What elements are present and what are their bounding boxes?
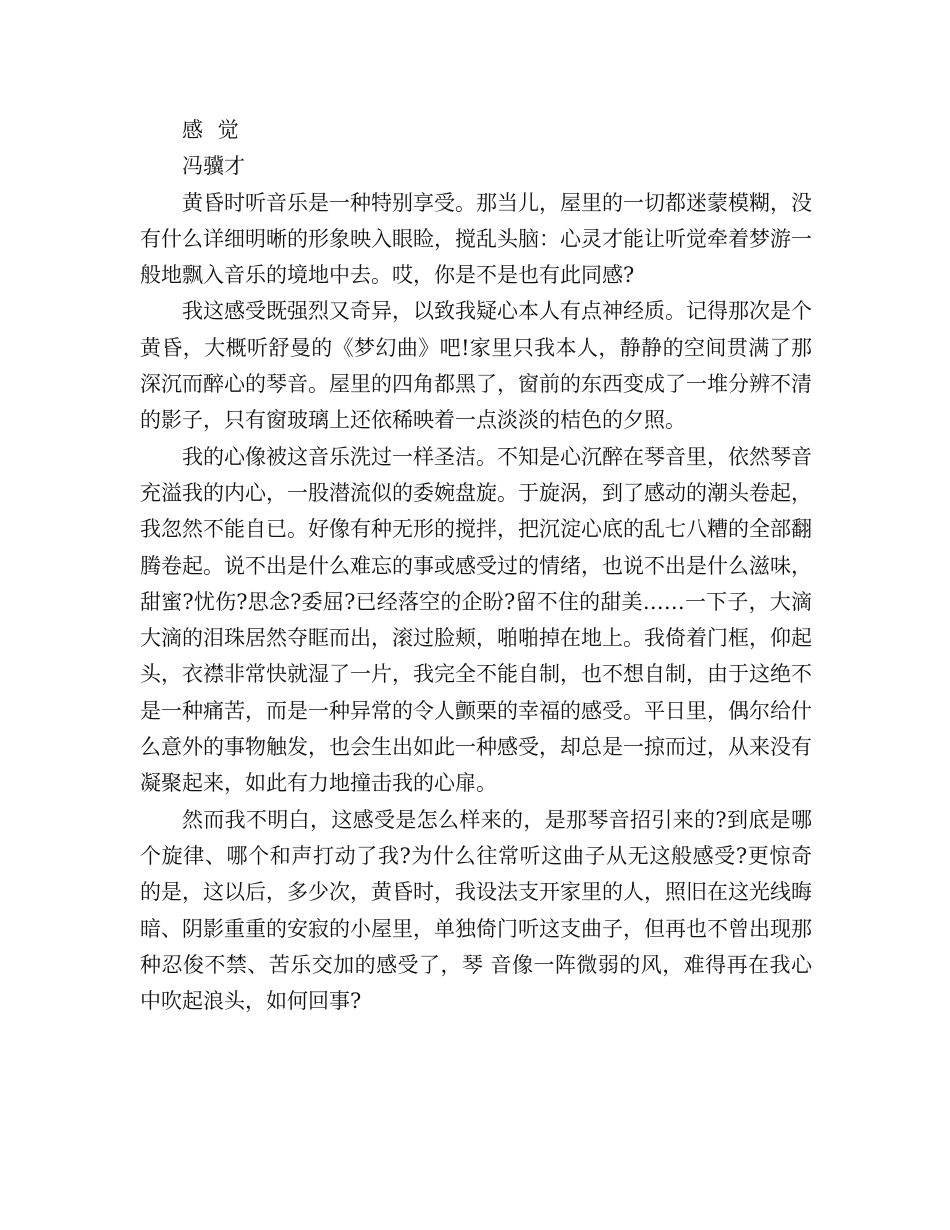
article-author: 冯骥才: [182, 154, 245, 179]
paragraph-2: 我这感受既强烈又奇异，以致我疑心本人有点神经质。记得那次是个黄昏，大概听舒曼的《梦幻曲》吧!家里只我本人，静静的空间贯满了那深沉而醉心的琴音。屋里的四角都黑了，窗前的东西变成了一堆分辨不清的影子，只有窗玻璃上还依稀映着一点淡淡的桔色的夕照。: [140, 299, 812, 433]
paragraph-4: 然而我不明白，这感受是怎么样来的，是那琴音招引来的?到底是哪个旋律、哪个和声打动了我?为什么往常听这曲子从无这般感受?更惊奇的是，这以后，多少次，黄昏时，我设法支开家里的人，照旧在这光线晦暗、阴影重重的安寂的小屋里，单独倚门听这支曲子，但再也不曾出现那种忍俊不禁、苦乐交加的感受了，琴 音像一阵微弱的风，难得再在我心中吹起浪头，如何回事?: [140, 807, 812, 1014]
paragraph-3: 我的心像被这音乐洗过一样圣洁。不知是心沉醉在琴音里，依然琴音充溢我的内心，一股潜流似的委婉盘旋。于旋涡，到了感动的潮头卷起，我忽然不能自已。好像有种无形的搅拌，把沉淀心底的乱七八糟的全部翻腾卷起。说不出是什么难忘的事或感受过的情绪，也说不出是什么滋味，甜蜜?忧伤?思念?委屈?已经落空的企盼?留不住的甜美……一下子，大滴大滴的泪珠居然夺眶而出，滚过脸颊，啪啪掉在地上。我倚着门框，仰起头，衣襟非常快就湿了一片，我完全不能自制，也不想自制，由于这绝不是一种痛苦，而是一种异常的令人颤栗的幸福的感受。平日里，偶尔给什么意外的事物触发，也会生出如此一种感受，却总是一掠而过，从来没有凝聚起来，如此有力地撞击我的心扉。: [140, 444, 812, 796]
article-title: 感 觉: [182, 118, 243, 142]
article-body: [140, 112, 812, 1019]
paragraph-1: 黄昏时听音乐是一种特别享受。那当儿，屋里的一切都迷蒙模糊，没有什么详细明晰的形象映入眼睑，搅乱头脑：心灵才能让听觉牵着梦游一般地飘入音乐的境地中去。哎，你是不是也有此同感?: [140, 190, 812, 288]
